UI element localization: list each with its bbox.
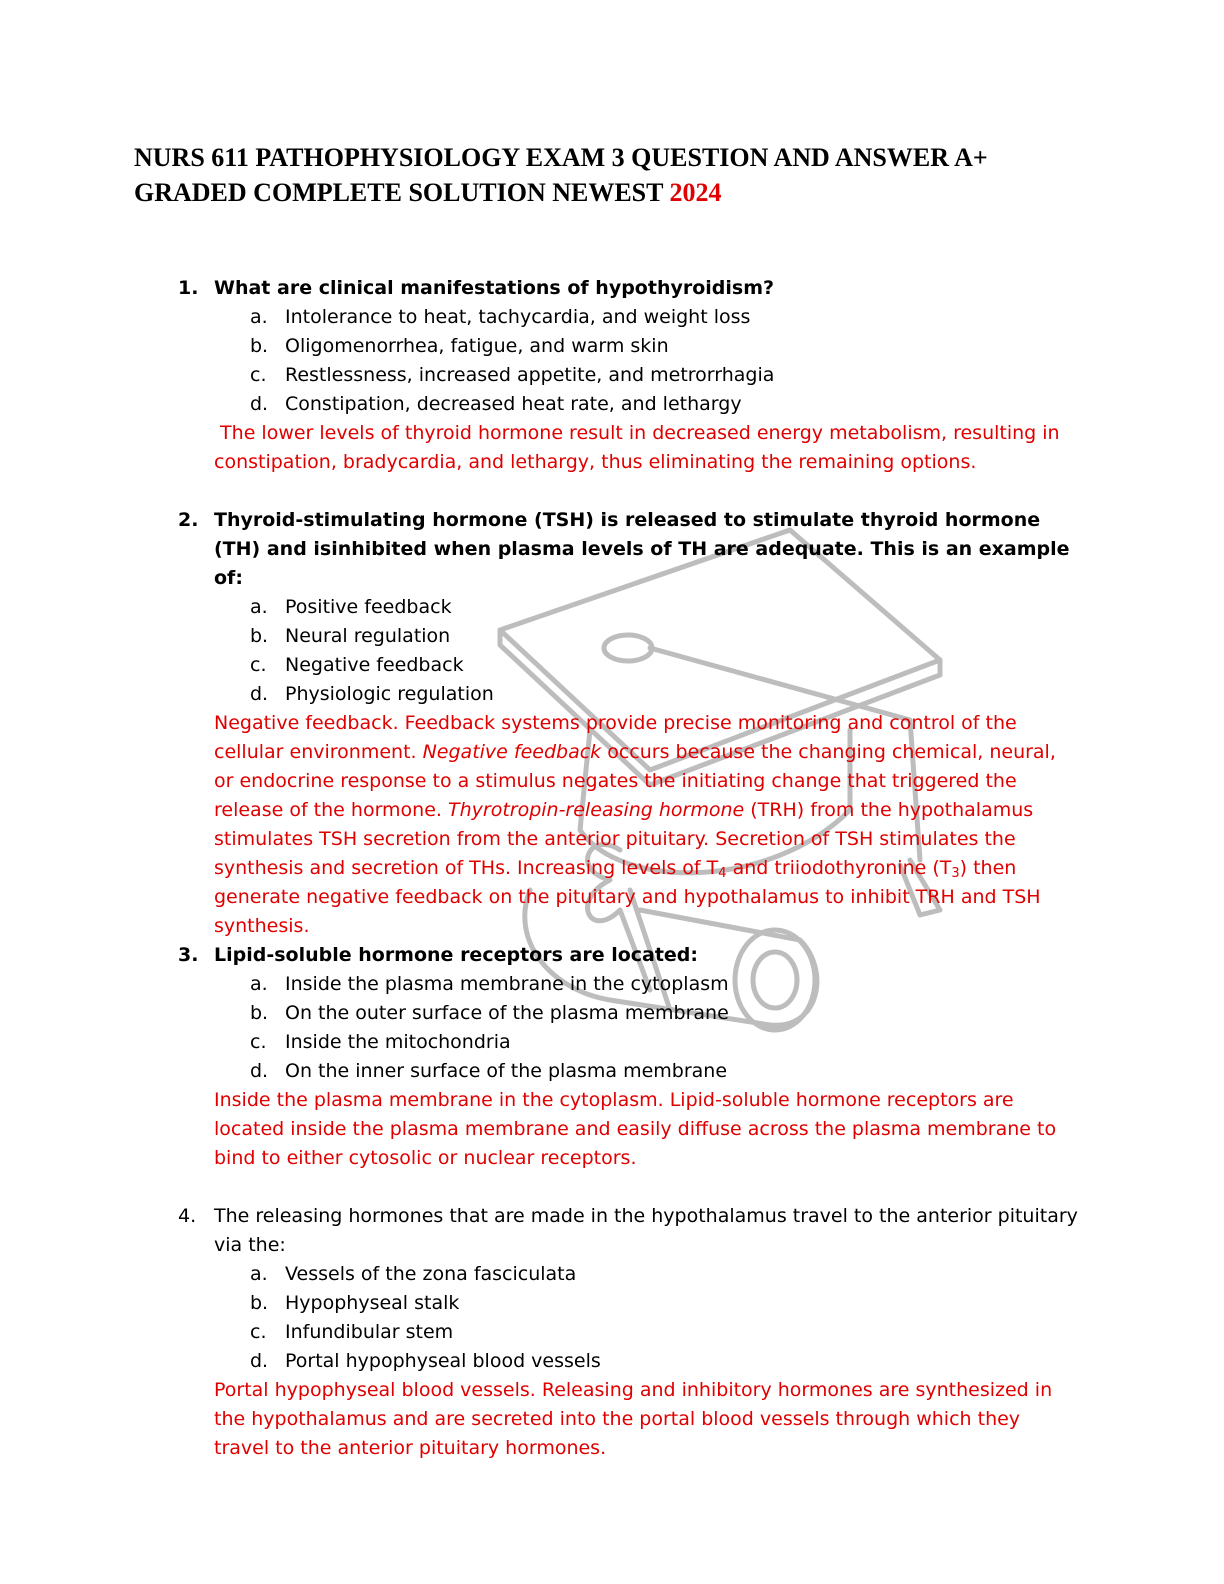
- option-list: [178, 303, 1078, 419]
- option-d: [178, 680, 1078, 709]
- option-letter: c.: [250, 1031, 267, 1053]
- option-list: [178, 970, 1078, 1086]
- answer-term: Negative feedback: [422, 741, 602, 763]
- option-a: [178, 970, 1078, 999]
- subscript: 3: [951, 866, 960, 881]
- question-4: [178, 1202, 1078, 1463]
- option-letter: c.: [250, 1321, 267, 1343]
- question-text: What are clinical manifestations of hypothyroidism?: [214, 277, 775, 299]
- option-letter: a.: [250, 306, 268, 328]
- option-a: [178, 1260, 1078, 1289]
- question-text: Thyroid-stimulating hormone (TSH) is released to stimulate thyroid hormone (TH) and isinhibited when plasma levels of TH are adequate. This is an example of:: [214, 509, 1070, 589]
- option-text: Physiologic regulation: [285, 683, 494, 705]
- option-letter: a.: [250, 973, 268, 995]
- question-1: [178, 274, 1078, 477]
- option-letter: c.: [250, 364, 267, 386]
- answer-text: (TRH) from the hypothalamus stimulates TSH secretion from the anterior pituitary. Secretion of TSH stimulates the synthesis and secretion of THs. Increasing levels of T: [214, 799, 1034, 879]
- option-b: [178, 999, 1078, 1028]
- option-letter: a.: [250, 596, 268, 618]
- option-c: [178, 1318, 1078, 1347]
- question-number: 3.: [178, 944, 199, 966]
- option-text: Neural regulation: [285, 625, 451, 647]
- option-text: Negative feedback: [285, 654, 464, 676]
- option-letter: d.: [250, 1060, 269, 1082]
- question-number: 1.: [178, 277, 199, 299]
- answer-explanation: [178, 709, 1078, 941]
- option-letter: b.: [250, 335, 269, 357]
- option-letter: b.: [250, 625, 269, 647]
- option-c: [178, 361, 1078, 390]
- option-letter: b.: [250, 1292, 269, 1314]
- question-number: 4.: [178, 1205, 197, 1227]
- option-list: [178, 1260, 1078, 1376]
- question-2: [178, 506, 1078, 941]
- option-text: Hypophyseal stalk: [285, 1292, 460, 1314]
- option-text: On the inner surface of the plasma membrane: [285, 1060, 728, 1082]
- option-a: [178, 303, 1078, 332]
- option-text: Intolerance to heat, tachycardia, and weight loss: [285, 306, 751, 328]
- option-text: Constipation, decreased heat rate, and lethargy: [285, 393, 742, 415]
- option-d: [178, 1057, 1078, 1086]
- option-text: Portal hypophyseal blood vessels: [285, 1350, 601, 1372]
- question-stem: [178, 274, 1078, 303]
- answer-text: Negative feedback. Feedback systems provide precise monitoring and control of the cellular environment.: [214, 712, 1017, 763]
- option-b: [178, 622, 1078, 651]
- option-letter: d.: [250, 1350, 269, 1372]
- answer-explanation: Portal hypophyseal blood vessels. Releasing and inhibitory hormones are synthesized in the hypothalamus and are secreted into the portal blood vessels through which they travel to the anterior pituitary hormones.: [214, 1379, 1053, 1459]
- option-letter: d.: [250, 393, 269, 415]
- option-letter: a.: [250, 1263, 268, 1285]
- document-title: [134, 140, 1114, 210]
- title-line-2: GRADED COMPLETE SOLUTION NEWEST: [134, 178, 670, 207]
- option-text: On the outer surface of the plasma membrane: [285, 1002, 729, 1024]
- option-b: [178, 1289, 1078, 1318]
- option-text: Vessels of the zona fasciculata: [285, 1263, 577, 1285]
- option-text: Oligomenorrhea, fatigue, and warm skin: [285, 335, 669, 357]
- question-number: 2.: [178, 509, 199, 531]
- question-text: The releasing hormones that are made in the hypothalamus travel to the anterior pituitary via the:: [214, 1205, 1078, 1256]
- answer-explanation: The lower levels of thyroid hormone result in decreased energy metabolism, resulting in constipation, bradycardia, and lethargy, thus eliminating the remaining options.: [214, 422, 1066, 473]
- option-letter: c.: [250, 654, 267, 676]
- option-text: Positive feedback: [285, 596, 452, 618]
- question-stem: [178, 1202, 1078, 1260]
- option-a: [178, 593, 1078, 622]
- question-3: [178, 941, 1078, 1173]
- option-d: [178, 1347, 1078, 1376]
- option-d: [178, 390, 1078, 419]
- question-text: Lipid-soluble hormone receptors are located:: [214, 944, 699, 966]
- option-c: [178, 651, 1078, 680]
- option-text: Inside the plasma membrane in the cytoplasm: [285, 973, 729, 995]
- subscript: 4: [718, 866, 727, 881]
- option-letter: d.: [250, 683, 269, 705]
- option-text: Inside the mitochondria: [285, 1031, 511, 1053]
- title-year: 2024: [669, 178, 722, 207]
- option-b: [178, 332, 1078, 361]
- answer-explanation: Inside the plasma membrane in the cytoplasm. Lipid-soluble hormone receptors are located inside the plasma membrane and easily diffuse across the plasma membrane to bind to either cytosolic or nuclear receptors.: [214, 1089, 1057, 1169]
- answer-text: and triiodothyronine (T: [726, 857, 952, 879]
- option-list: [178, 593, 1078, 709]
- answer-text: occurs because the changing chemical, neural, or endocrine response to a stimulus negates the initiating change that triggered the release of the hormone.: [214, 741, 1056, 821]
- answer-term: Thyrotropin-releasing hormone: [447, 799, 745, 821]
- option-text: Infundibular stem: [285, 1321, 454, 1343]
- option-c: [178, 1028, 1078, 1057]
- question-stem: [178, 506, 1078, 593]
- answer-text: ) then generate negative feedback on the pituitary and hypothalamus to inhibit TRH and TSH synthesis.: [214, 857, 1041, 937]
- option-letter: b.: [250, 1002, 269, 1024]
- title-line-1: NURS 611 PATHOPHYSIOLOGY EXAM 3 QUESTION AND ANSWER A+: [134, 143, 988, 172]
- question-stem: [178, 941, 1078, 970]
- option-text: Restlessness, increased appetite, and metrorrhagia: [285, 364, 775, 386]
